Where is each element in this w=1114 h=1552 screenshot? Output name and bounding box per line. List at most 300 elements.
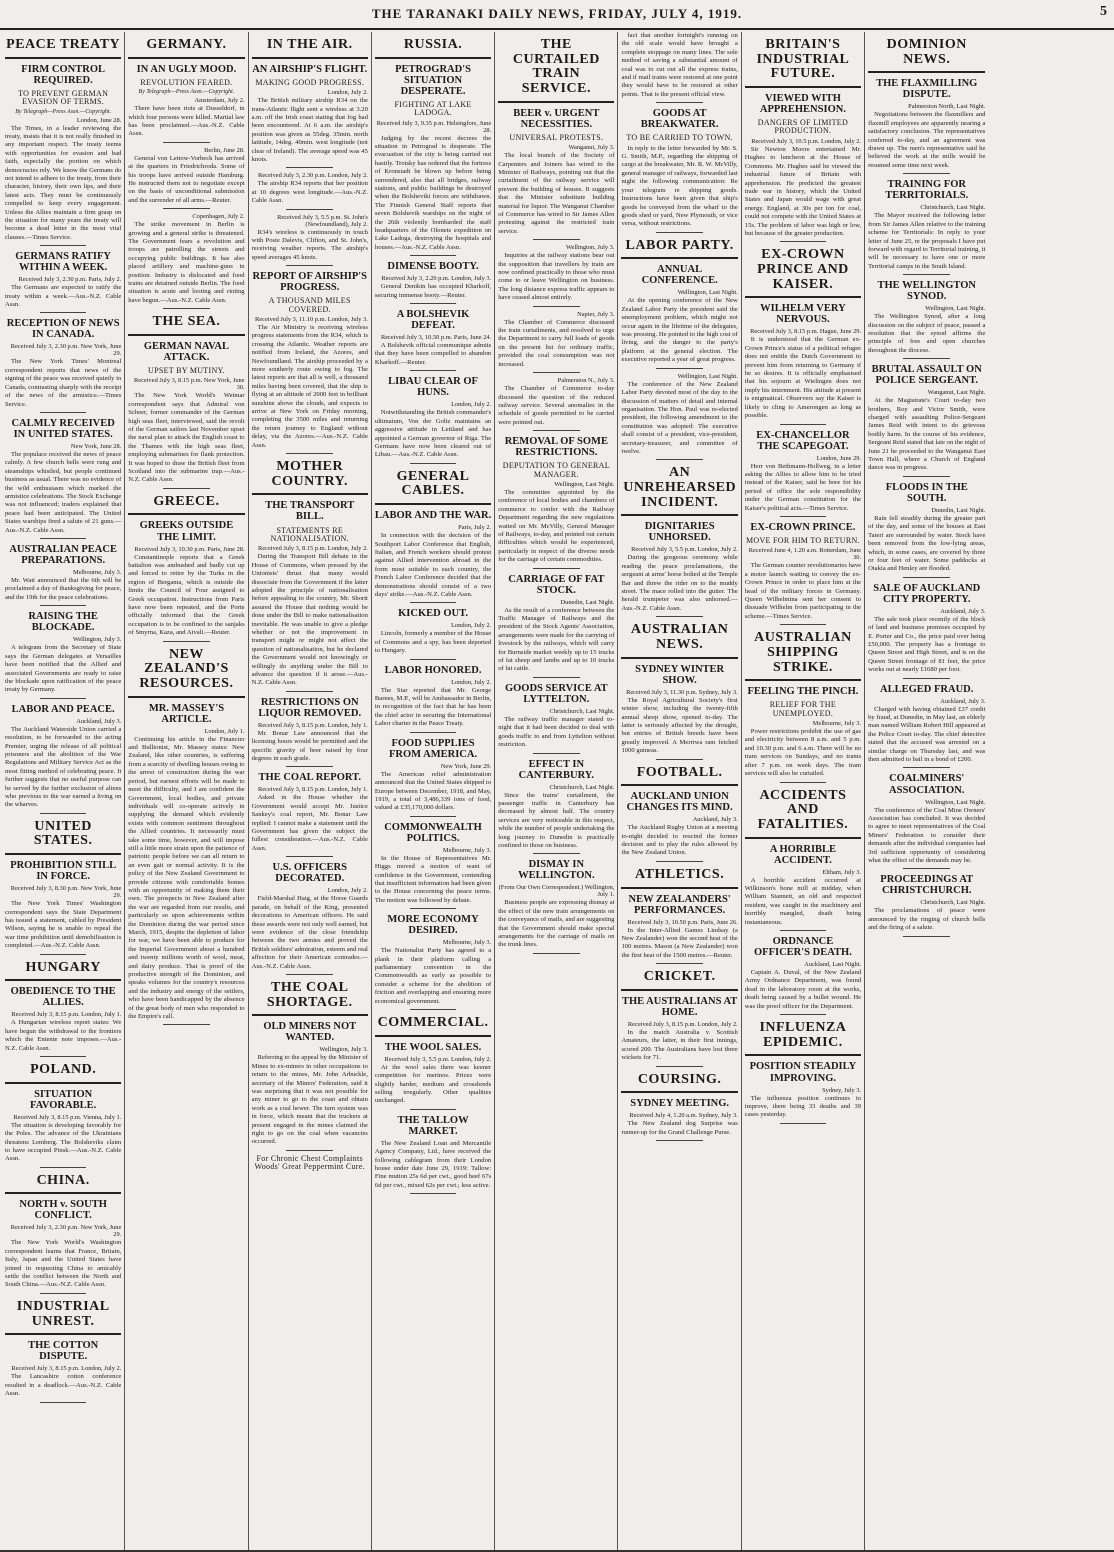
story-body: The strike movement in Berlin is growing and a general strike is threatened. The Government fears a revolution and troops are patrolling the streets and occupying public buildings. It has also placed artillery and machine-guns in position. Industry is dislocated and food trains are detained outside Berlin. The food situation is acute and looting and rioting have begun.—Aus.-N.Z. Cable Assn. xyxy=(128,221,245,304)
story-divider xyxy=(40,412,87,413)
column-2 xyxy=(125,32,248,1550)
story-headline: THE TALLOW MARKET. xyxy=(397,1114,469,1137)
story-headline: POSITION STEADILY IMPROVING. xyxy=(749,1061,857,1084)
dateline: Received July 3, 8.30 p.m. New York, June 29. xyxy=(10,885,122,900)
story-subheadline: TO PREVENT GERMAN EVASION OF TERMS. xyxy=(18,88,109,107)
headline-rule xyxy=(5,1333,121,1335)
dateline: Received July 4, 1.20 a.m. Sydney, July 3. xyxy=(629,1112,738,1120)
dateline: Melbourne, July 3. xyxy=(73,569,122,577)
news-story xyxy=(252,862,368,975)
story-headline: RAISING THE BLOCKADE. xyxy=(28,611,98,634)
news-story xyxy=(621,623,737,759)
dateline: New York, June 29. xyxy=(440,762,492,770)
dateline: Melbourne, July 3. xyxy=(812,720,862,728)
dateline: London, June 29. xyxy=(816,454,862,462)
dateline: Napier, July 3. xyxy=(577,310,615,318)
news-story xyxy=(5,1300,121,1403)
news-story xyxy=(498,38,614,240)
story-body: The conference of the Coal Mine Owners' Association has concluded. It was decided to agree to meet representatives of the Coal Miners' Federation to consider their demands after the individual companies had 3rd sufficient opportunity of considering what the effect of the demands may be. xyxy=(868,806,986,864)
dateline: Copenhagen, July 2. xyxy=(192,213,245,221)
news-story xyxy=(745,789,861,932)
news-story xyxy=(621,766,737,862)
story-headline: VIEWED WITH APPREHENSION. xyxy=(759,93,846,116)
news-story xyxy=(128,495,244,642)
dateline: Received July 3, 10.30 p.m. Paris, June 28. xyxy=(134,545,245,553)
story-body: The Chamber of Commerce discussed the train curtailments, and resolved to urge the Department to carry full loads of goods on the present list for ordinary traffic, provided the coal consumption was not increased. xyxy=(498,318,615,368)
story-body: A telegram from the Secretary of State says the German delegates at Versailles have been notified that the Allied and associated Governments are ready to raise the blockade upon ratification of the peace treaty by Germany. xyxy=(5,644,122,694)
story-body: At the Magistrate's Court to-day two brothers, Roy and Victor Smith, were charged with assaulting Police-Sergeant James Reid with intent to do grievous bodily harm. In the course of his evidence, Sergeant Reid stated that late on the night of June 21 he proceeded to the Wanganui East Town Hall, where a Church of England dance was in progress. xyxy=(868,397,986,472)
story-headline: GOODS AT BREAKWATER. xyxy=(640,108,719,131)
dateline: (From Our Own Correspondent.) Wellington, July 1. xyxy=(498,884,615,899)
section-headline: COURSING. xyxy=(637,1071,722,1087)
headline-rule xyxy=(621,784,737,786)
story-divider xyxy=(533,677,580,678)
headline-rule xyxy=(375,57,491,59)
story-divider xyxy=(40,1167,87,1168)
news-story xyxy=(621,373,737,461)
story-divider xyxy=(656,616,703,617)
news-story xyxy=(745,631,861,782)
news-story xyxy=(868,38,985,174)
story-divider xyxy=(903,678,950,679)
story-headline: BRUTAL ASSAULT ON POLICE SERGEANT. xyxy=(871,364,982,387)
dateline: Received July 3, 2.30 p.m. Paris, July 2. xyxy=(18,276,122,284)
headline-rule xyxy=(5,853,121,855)
dateline: Auckland, July 3. xyxy=(940,607,986,615)
dateline: London, July 1. xyxy=(204,727,245,735)
headline-rule xyxy=(128,334,244,336)
story-headline: OLD MINERS NOT WANTED. xyxy=(263,1021,357,1044)
news-story xyxy=(498,436,614,568)
story-divider xyxy=(286,974,333,975)
news-story xyxy=(375,376,491,463)
news-story xyxy=(5,961,121,1057)
story-divider xyxy=(410,463,457,464)
story-headline: IN AN UGLY MOOD. xyxy=(136,63,237,75)
news-story xyxy=(498,244,614,306)
news-story xyxy=(252,981,368,1151)
dateline: New York, June 28. xyxy=(70,442,122,450)
headline-rule xyxy=(128,57,244,59)
story-subheadline: RELIEF FOR THE UNEMPLOYED. xyxy=(769,700,837,718)
story-divider xyxy=(286,209,333,210)
story-body: The conference of the New Zealand Labor Party devoted most of the day to the discussion of matters of detail and internal organisation. The Hon. Paul was re-elected president, the following amendment to the constitution was adopted: The executive shall consist of a president, vice-president, secretary-treasurer, and committee of twelve. xyxy=(621,380,738,455)
story-subheadline: UPSET BY MUTINY. xyxy=(148,365,225,375)
story-headline: THE TRANSPORT BILL. xyxy=(265,500,355,523)
story-body: The proclamations of peace were announced by the ringing of church bells and the firing of a salute. xyxy=(868,907,986,932)
story-body: Lincoln, formerly a member of the House of Commons and a spy, has been deported to Hungary. xyxy=(374,630,492,655)
story-body: A Hungarian wireless report states: We have begun the withdrawal to the frontiers which the Entente note imposes.—Aus.-N.Z. Cable Assn. xyxy=(5,1019,122,1052)
section-headline: BRITAIN'S INDUSTRIAL FUTURE. xyxy=(756,37,850,82)
news-story xyxy=(252,172,368,209)
story-headline: MR. MASSEY'S ARTICLE. xyxy=(148,702,225,725)
headline-rule xyxy=(375,503,491,505)
story-divider xyxy=(163,641,210,642)
story-subheadline: STATEMENTS RE NATIONALISATION. xyxy=(270,525,349,543)
story-divider xyxy=(656,232,703,233)
section-headline: INFLUENZA EPIDEMIC. xyxy=(759,1020,847,1050)
dateline: Wellington, July 3. xyxy=(319,1046,368,1054)
headline-rule xyxy=(252,493,368,495)
section-headline: EX-CROWN PRINCE AND KAISER. xyxy=(757,247,849,292)
story-divider xyxy=(286,1150,333,1151)
story-divider xyxy=(656,459,703,460)
story-divider xyxy=(780,424,827,425)
section-headline: AUSTRALIAN NEWS. xyxy=(630,622,729,652)
story-body: In the House of Representatives Mr. Higgs moved a motion of want of confidence in the Government, contending that insufficient information had been given to the House concerning the peace terms. The motion was followed by debate. xyxy=(374,854,492,904)
dateline: Wellington, Last Night. xyxy=(925,305,986,313)
dateline: Received July 3, 11.10 p.m. London, July 3. xyxy=(255,316,368,323)
story-body: Charged with having obtained £37 credit by fraud, at Dunedin, in May last, an elderly man named William Robert Hill appeared at the Police Court to-day. The chief detective stated that the accused was arrested on a similar charge on Thursday last, and was then admitted to bail in a bond of £200. xyxy=(868,705,986,764)
column-7 xyxy=(742,32,865,1550)
dateline: Received July 3, 8.15 p.m. London, July 2. xyxy=(258,545,368,553)
dateline: Received July 3, 10.5 p.m. London, July 2. xyxy=(751,137,862,145)
story-body: The Nationalist Party has agreed to a plank in their platform calling a parliamentary convention in the Commonwealth as early as possible to consider a scheme for the abolition of friction and overlapping and ensuring more economical government. xyxy=(374,947,492,1005)
dateline: Received July 3, 8.15 p.m. London, July 1. xyxy=(258,721,368,729)
news-story xyxy=(5,38,121,246)
story-body: General Denikin has occupied Kharkoff, securing immense booty.—Reuter. xyxy=(374,283,492,299)
story-divider xyxy=(780,1123,827,1124)
news-story xyxy=(868,280,985,359)
news-story xyxy=(128,648,244,1026)
story-divider xyxy=(286,766,333,767)
story-body: Negotiations between the flaxmillers and flaxmill employees are apparently nearing a satisfactory conclusion. The representatives conferred to-day, and an agreement was drawn up. The men's representative said he believed the work at the mills would be resumed some time next week. xyxy=(868,111,986,169)
news-story xyxy=(5,1063,121,1168)
dateline: Received June 4, 1.20 a.m. Rotterdam, June 30. xyxy=(748,547,862,562)
story-body: The airship R34 reports that her position at 10 degrees west longitude.—Aus.-N.Z. Cable Assn. xyxy=(251,180,368,205)
story-body: The Auckland Waterside Union carried a resolution, to be forwarded to the acting Premier, urging the release of all political prisoners and the abolition of the War Regulations and Military Service Act as the most fitting method of celebrating peace. It further suggests that no useful purpose can be served by the further exclusion of aliens who previous to the war earned a living on the wharves. xyxy=(5,725,122,809)
section-headline: INDUSTRIAL UNREST. xyxy=(16,1298,110,1329)
story-divider xyxy=(410,303,457,304)
wire-credit: By Telegraph—Press Assn.—Copyright. xyxy=(15,108,112,115)
story-body: Asked in the House whether the Government would accept Mr. Justice Sankey's coal report, Mr. Bonar Law replied: I cannot make a statement until the Government has given the subject the fullest consideration.—Aus.-N.Z. Cable Assn. xyxy=(251,794,368,852)
section-headline: THE SEA. xyxy=(152,314,221,330)
section-headline: UNITED STATES. xyxy=(33,818,93,849)
news-story xyxy=(375,822,491,909)
story-divider xyxy=(903,476,950,477)
story-body: The Germans are expected to ratify the treaty within a week.—Aus.-N.Z. Cable Assn. xyxy=(5,284,122,309)
story-subheadline: MOVE FOR HIM TO RETURN. xyxy=(745,535,860,545)
section-headline: THE COAL SHORTAGE. xyxy=(266,979,353,1010)
section-headline: CRICKET. xyxy=(643,969,716,985)
story-body: The Chamber of Commerce to-day discussed the question of the reduced railway service. Several anomalies in the schedule of goods permitted to be carried were pointed out. xyxy=(498,385,615,426)
story-body: fact that another fortnight's running on the old scale would have brought a complete stoppage on many lines. The sole method of saving a substantial amount of coal was to cut out all the express trains, and if mail trains were restored at one point they would have to be restored at other points. That is the present official view. xyxy=(621,32,738,98)
story-divider xyxy=(903,274,950,275)
story-divider xyxy=(656,759,703,760)
story-body: At the wool sales there was keener competition for merinos. Prices were slightly harder, medium and crossbreds selling irregularly. Other qualities unchanged. xyxy=(374,1063,492,1105)
story-headline: BEER v. URGENT NECESSITIES. xyxy=(513,107,600,130)
news-story xyxy=(498,859,614,953)
headline-rule xyxy=(252,57,368,59)
story-divider xyxy=(410,255,457,256)
headline-rule xyxy=(868,71,985,73)
section-headline: DOMINION NEWS. xyxy=(886,37,967,67)
story-headline: FLOODS IN THE SOUTH. xyxy=(885,481,968,504)
story-body: The influenza position continues to improve, there being 33 deaths and 39 cases yesterday. xyxy=(744,1094,862,1119)
dateline: Received July 3, 2.20 p.m. London, July 3. xyxy=(381,275,492,283)
story-headline: LIBAU CLEAR OF HUNS. xyxy=(388,376,478,399)
section-headline: ACCIDENTS AND FATALITIES. xyxy=(757,787,849,832)
story-divider xyxy=(163,308,210,309)
story-divider xyxy=(903,868,950,869)
story-headline: KICKED OUT. xyxy=(398,608,468,620)
section-headline: GERMANY. xyxy=(146,37,227,52)
story-body: The situation is developing favorably for the Poles. The advance of the Ukrainians threatens Lemberg. The Bolsheviks claim to have occupied Pinsk.—Aus.-N.Z. Cable Assn. xyxy=(5,1121,122,1163)
column-3 xyxy=(249,32,372,1550)
dateline: Wanganui, July 3. xyxy=(568,144,615,152)
story-body: A horrible accident occurred at Wilkinson's bone mill at midday, when William Stannett, an old and respected resident, was caught in the machinery and horribly mangled, death being instantaneous. xyxy=(744,876,862,926)
news-story xyxy=(375,665,491,733)
story-headline: MORE ECONOMY DESIRED. xyxy=(387,914,479,937)
story-headline: SYDNEY WINTER SHOW. xyxy=(635,663,725,686)
dateline: Received July 3, 10.50 p.m. Paris, June 24. xyxy=(380,334,492,342)
story-headline: EFFECT IN CANTERBURY. xyxy=(518,758,595,781)
dateline: Wellington, Last Night. xyxy=(925,798,986,806)
story-divider xyxy=(656,963,703,964)
story-headline: EX-CROWN PRINCE. xyxy=(750,521,856,533)
dateline: Wellington, Last Night. xyxy=(677,289,738,297)
page-number: 5 xyxy=(1100,4,1108,19)
dateline: Palmerston North, Last Night. xyxy=(908,103,986,111)
advertisement-line: For Chronic Chest Complaints Woods' Great Peppermint Cure. xyxy=(254,1153,365,1172)
story-divider xyxy=(780,516,827,517)
section-headline: NEW ZEALAND'S RESOURCES. xyxy=(139,646,234,691)
dateline: Received July 3, 8.15 p.m. Vienna, July 1. xyxy=(13,1113,122,1121)
story-body: Mr. Bonar Law announced that the licensing hours would be permitted and the specific gravity of beer raised by four degrees in each grade. xyxy=(251,729,368,763)
story-divider xyxy=(40,1402,87,1403)
section-headline: GENERAL CABLES. xyxy=(396,468,470,499)
dateline: Auckland, July 3. xyxy=(940,697,986,705)
section-headline: AN UNREHEARSED INCIDENT. xyxy=(623,465,737,510)
news-story xyxy=(252,271,368,454)
story-subheadline: DANGERS OF LIMITED PRODUCTION. xyxy=(757,118,849,136)
story-headline: NEW ZEALANDERS' PERFORMANCES. xyxy=(628,893,731,916)
news-story xyxy=(128,213,244,309)
news-story xyxy=(745,1021,861,1124)
newspaper-columns xyxy=(2,32,1112,1550)
news-story xyxy=(5,820,121,955)
story-divider xyxy=(780,241,827,242)
story-body: The Mayor received the following letter from Sir James Allen relative to the training scheme for Territorials: In reply to your letter of June 25, re the proposals I have put forward with regard to Territorial training, it will be necessary to have one or more Territorial camps in the South Island. xyxy=(868,212,986,270)
news-story xyxy=(621,1073,737,1142)
story-body: Power restrictions prohibit the use of gas and electricity between 8 a.m. and 5 p.m. and 10.30 p.m. and 6 a.m. There will be no tram services on Sundays, and no trams after 7 p.m. on week days. The tram services will also be curtailed. xyxy=(744,728,862,778)
story-body: There have been riots at Dusseldorf, in which four persons were killed. Martial law has been proclaimed.—Aus.-N.Z. Cable Assn. xyxy=(128,105,245,138)
dateline: Auckland, July 3. xyxy=(76,717,122,725)
story-body: It is understood that the German ex-Crown Prince's status of a political refugee does not entitle the Dutch Government to prevent him from returning to Germany if he so desires. It is officially emphasised that his sojourn at Wielingen does not imply his internment. His attitude at present is enigmatical. Observers say the Kaiser is likely to cling to Amerongen as long as possible. xyxy=(744,336,862,420)
dateline: London, July 2. xyxy=(451,678,492,686)
masthead-title: THE TARANAKI DAILY NEWS, FRIDAY, JULY 4, 1919. xyxy=(371,6,743,21)
story-body: The Times, in a leader reviewing the treaty, insists that it is not really finished in any important respect. The treaty teems with opportunities for evasion and bad faith, especially the portion on which democracies rely. We know the Germans do not intend to adhere to the treaty, from their character, history, their own lips, and their latest acts. They must be continuously compelled to keep every engagement. Unless the Allies maintain a firm grasp on the situation for many years the treaty will become a dead letter in the most vital clauses.—Times Service. xyxy=(5,124,122,241)
story-headline: FIRM CONTROL REQUIRED. xyxy=(21,63,105,86)
story-divider xyxy=(533,372,580,373)
news-story xyxy=(498,311,614,373)
story-divider xyxy=(40,1056,87,1057)
story-divider xyxy=(410,908,457,909)
masthead xyxy=(0,0,1114,30)
news-story xyxy=(868,583,985,679)
news-story xyxy=(252,697,368,768)
story-headline: GERMANS RATIFY WITHIN A WEEK. xyxy=(15,251,112,274)
news-story xyxy=(5,611,121,698)
story-subheadline: A THOUSAND MILES COVERED. xyxy=(268,296,351,314)
dateline: Auckland, July 3. xyxy=(692,816,738,824)
news-story xyxy=(621,32,737,103)
story-body: The Air Ministry is receiving wireless progress statements from the R34, which is crossing the Atlantic. Weather reports are notified from Ireland, the Azores, and Newfoundland. The airship proceeded by a more southerly route owing to fog. The latest reports are that all is well, a thousand miles having been covered, that the ship is flying at an altitude of 2000 feet in brilliant sunshine above the clouds, and expects to arrive at New York on Friday morning, completing the 3500 miles and returning the return journey to England without delay, via the Azores.—Aus.-N.Z. Cable Assn. xyxy=(251,324,368,449)
story-headline: ORDNANCE OFFICER'S DEATH. xyxy=(754,936,852,959)
story-headline: LABOR HONORED. xyxy=(384,664,482,676)
story-body: The Wellington Synod, after a long discussion on the subject of peace, passed a resolution that the synod affirms the principle of free and open churches throughout the diocese. xyxy=(868,313,986,354)
story-divider xyxy=(410,602,457,603)
headline-rule xyxy=(745,837,861,839)
story-headline: COALMINERS' ASSOCIATION. xyxy=(889,773,965,796)
headline-rule xyxy=(621,257,737,259)
dateline: Wanganui, Last Night. xyxy=(927,389,986,397)
story-headline: EX-CHANCELLOR THE SCAPEGOAT. xyxy=(756,429,850,452)
story-headline: ANNUAL CONFERENCE. xyxy=(641,264,718,287)
news-story xyxy=(375,738,491,817)
story-subheadline: REVOLUTION FEARED. xyxy=(140,77,233,87)
story-headline: GREEKS OUTSIDE THE LIMIT. xyxy=(139,520,234,543)
story-body: Sir Newton Moore entertained Mr. Hughes to luncheon at the House of Commons. Mr. Hughes said he viewed the industrial future of Britain with apprehension. He predicted the greatest trade war in history, which the United States and Japan would wage with great energy. England, at 30s per ton for coal, could not compete with the United States at 15s. The problem of labor was high or low, but because of the greater production. xyxy=(744,145,862,237)
story-divider xyxy=(40,698,87,699)
story-divider xyxy=(410,659,457,660)
section-headline: COMMERCIAL. xyxy=(377,1015,489,1031)
dateline: Christchurch, Last Night. xyxy=(920,899,986,907)
wire-credit: By Telegraph—Press Assn.—Copyright. xyxy=(138,89,235,96)
section-headline: CHINA. xyxy=(36,1172,90,1188)
news-story xyxy=(621,108,737,232)
story-subheadline: UNIVERSAL PROTESTS. xyxy=(509,132,604,142)
story-body: R34's wireless is continuously in touch with Poste Dalevis, Clifton, and St. John's, receiving weather reports. The airship's speed averages 45 knots. xyxy=(251,228,368,261)
story-body: The Royal Agricultural Society's first winter show, including the twenty-fifth annual sheep show, opened to-day. The latter is seriously affected by the drought, but entries of British breeds have been greatly improved. A Merriwa ram fetched 1000 guineas. xyxy=(621,696,738,755)
dateline: Wellington, Last Night. xyxy=(554,480,615,488)
story-body: Notwithstanding the British commander's ultimatum, Von der Goltz maintains an aggressive attitude in Lettland and has appointed a German governor of Riga. The Germans have now been cleared out of Libau.—Aus.-N.Z. Cable Assn. xyxy=(374,409,492,459)
dateline: Wellington, Last Night. xyxy=(677,372,738,380)
story-headline: NORTH v. SOUTH CONFLICT. xyxy=(19,1199,107,1222)
story-divider xyxy=(286,691,333,692)
news-story xyxy=(5,704,121,814)
section-headline: ATHLETICS. xyxy=(635,866,725,882)
story-divider xyxy=(903,358,950,359)
dateline: Received July 3, 8.15 p.m. London, July 2. xyxy=(11,1365,122,1373)
news-story xyxy=(498,377,614,431)
headline-rule xyxy=(745,679,861,681)
news-story xyxy=(252,214,368,267)
story-divider xyxy=(903,936,950,937)
news-story xyxy=(621,970,737,1066)
story-divider xyxy=(903,577,950,578)
story-divider xyxy=(780,624,827,625)
story-subheadline: TO BE CARRIED TO TOWN. xyxy=(626,133,733,143)
story-headline: LABOR AND PEACE. xyxy=(11,703,115,715)
news-story xyxy=(375,309,491,371)
news-story xyxy=(498,574,614,678)
section-headline: LABOR PARTY. xyxy=(625,237,734,253)
story-headline: PETROGRAD'S SITUATION DESPERATE. xyxy=(395,63,471,97)
story-headline: THE WOOL SALES. xyxy=(384,1041,482,1053)
story-divider xyxy=(656,102,703,103)
story-headline: LABOR AND THE WAR. xyxy=(374,510,492,522)
story-body: Inquiries at the railway stations bear out the supposition that travellers by train are now confined practically to those who must come to or leave Wellington on business. The long distance express traffic appears to have ceased almost entirely. xyxy=(498,252,615,302)
headline-rule xyxy=(621,1091,737,1093)
news-story xyxy=(5,318,121,412)
story-headline: PROHIBITION STILL IN FORCE. xyxy=(10,860,117,883)
column-8 xyxy=(865,32,988,1550)
story-body: In the Inter-Allied Games Lindsay (a New Zealander) won the second heat of the 100 metres. Mason (a New Zealander) won the first heat of the 1500 metres.—Reuter. xyxy=(621,926,738,959)
headline-rule xyxy=(745,86,861,88)
dateline: Received July 3, 11.30 p.m. Sydney, July 3. xyxy=(626,688,738,696)
dateline: Wellington, July 3. xyxy=(566,244,615,252)
story-body: In connection with the decision of the Southport Labor Conference that English, Italian, and French workers should protest against Allied intervention abroad in the form most suitable to each country, the French Labor Conference decided that the demonstrations should consist of a two days' strike.—Aus.-N.Z. Cable Assn. xyxy=(374,532,492,598)
story-body: Mr. Watt announced that the 6th will be proclaimed a day of thanksgiving for peace, and the 19th for the peace celebrations. xyxy=(5,577,122,601)
dateline: London, July 2. xyxy=(451,401,492,409)
story-divider xyxy=(533,953,580,954)
story-body: The New Zealand dog Surprise was runner-up for the Grand Challenge Purse. xyxy=(621,1120,738,1136)
dateline: Received July 3, 9.35 p.m. Helsingfors, June 28. xyxy=(376,119,492,134)
news-story xyxy=(868,773,985,869)
dateline: Christchurch, Last Night. xyxy=(549,783,615,791)
story-divider xyxy=(903,173,950,174)
news-story xyxy=(5,1174,121,1294)
story-body: Rain fell steadily during the greater part of the day, and some of the houses at East Taieri are surrounded by water. Stock have been removed from the low-lying areas, which, in some cases, are covered by three or four feet of water. Some paddocks at Otakia and Henley are flooded. xyxy=(868,514,986,573)
headline-rule xyxy=(5,979,121,981)
story-body: The Star reported that Mr. George Barnes, M.P., will be Ambassador in Berlin, in recognition of the fact that he has been the chief actor in securing the International Labor charter in the Peace Treaty. xyxy=(374,686,492,728)
story-divider xyxy=(780,930,827,931)
story-body: Captain A. Duval, of the New Zealand Army Ordnance Department, was found dead in the laboratory room at the works, death being caused by a bullet wound. He was the proof officer for the Department. xyxy=(744,969,862,1010)
story-headline: THE COTTON DISPUTE. xyxy=(28,1340,99,1363)
news-story xyxy=(375,1115,491,1194)
news-story xyxy=(498,759,614,855)
story-subheadline: DEPUTATION TO GENERAL MANAGER. xyxy=(502,461,610,479)
story-divider xyxy=(40,538,87,539)
story-divider xyxy=(40,1293,87,1294)
story-headline: PROCEEDINGS AT CHRISTCHURCH. xyxy=(880,874,974,897)
story-body: The committee appointed by the conference of local bodies and chambers of commerce to confer with the Railway Department regarding the new regulations waited on Mr. McVilly, General Manager of Railways, to-day, and pointed out certain difficulties which would be experienced, particularly in respect of the diverse needs for the carriage of certain commodities. xyxy=(498,488,615,564)
headline-rule xyxy=(745,1054,861,1056)
story-divider xyxy=(410,816,457,817)
section-headline: HUNGARY xyxy=(25,959,101,975)
story-body: In reply to the letter forwarded by Mr. S. G. Smith, M.P., regarding the shipping of cargo at the breakwater, Mr. R. W. McVilly, general manager of railways, forwarded last night the following communication: Re your telegram re shipping goods. Instructions have been given that ship's goods be conveyed from the wharf to the goods shed or yard, New Plymouth, or vice versa, without restrictions. xyxy=(621,144,738,228)
headline-rule xyxy=(498,101,614,103)
story-divider xyxy=(533,239,580,240)
dateline: London, July 2. xyxy=(451,622,492,630)
news-story xyxy=(375,38,491,256)
story-divider xyxy=(410,732,457,733)
news-story xyxy=(128,38,244,143)
story-divider xyxy=(410,1193,457,1194)
story-headline: THE COAL REPORT. xyxy=(258,772,361,784)
story-headline: U.S. OFFICERS DECORATED. xyxy=(272,862,347,885)
dateline: Received July 3, 8.15 p.m. London, July 1. xyxy=(11,1011,122,1019)
section-headline: PEACE TREATY xyxy=(6,37,121,52)
story-body: The New Zealand Loan and Mercantile Agency Company, Ltd., have received the following cablegram from their London house under date June 29, 1919: Tallow: Fine mutton 25s 6d per cwt., good beef 67s 6d per cwt., mixed 62s per cwt.; less active. xyxy=(374,1139,492,1189)
story-body: The local branch of the Society of Carpenters and Joiners has wired to the Minister of Railways, pointing out that the curtailment of the railway service will prevent the building of houses. It suggests that the Minister substitute building material for liquor. The Wanganui Chamber of Commerce has wired to Sir James Allen protesting against the restricted train service. xyxy=(498,152,615,235)
story-headline: CALMLY RECEIVED IN UNITED STATES. xyxy=(11,417,115,440)
news-story xyxy=(375,1016,491,1110)
dateline: Received July 3, 8.15 p.m. London, July 2. xyxy=(627,1020,738,1028)
dateline: Received July 3, 5.5 p.m. London, July 2. xyxy=(384,1055,492,1063)
story-body: The New York World's Weimar correspondent says that Admiral von Scheer, former commander of the German high seas fleet, interviewed, said the revolt of the German sailors last November upset the naval plan to attack the English coast to the Thames with the high seas fleet, employing submarines for flank protection. It was hoped to draw the British fleet from Scotland into the submarine trap.—Aus.-N.Z. Cable Assn. xyxy=(128,392,245,484)
story-divider xyxy=(656,1066,703,1067)
news-story xyxy=(745,936,861,1015)
dateline: Paris, July 2. xyxy=(458,524,492,532)
dateline: Sydney, July 3. xyxy=(822,1086,862,1094)
story-headline: REPORT OF AIRSHIP'S PROGRESS. xyxy=(252,271,368,294)
headline-rule xyxy=(621,657,737,659)
story-headline: FOOD SUPPLIES FROM AMERICA. xyxy=(389,737,478,760)
news-story xyxy=(252,460,368,692)
news-story xyxy=(868,684,985,769)
